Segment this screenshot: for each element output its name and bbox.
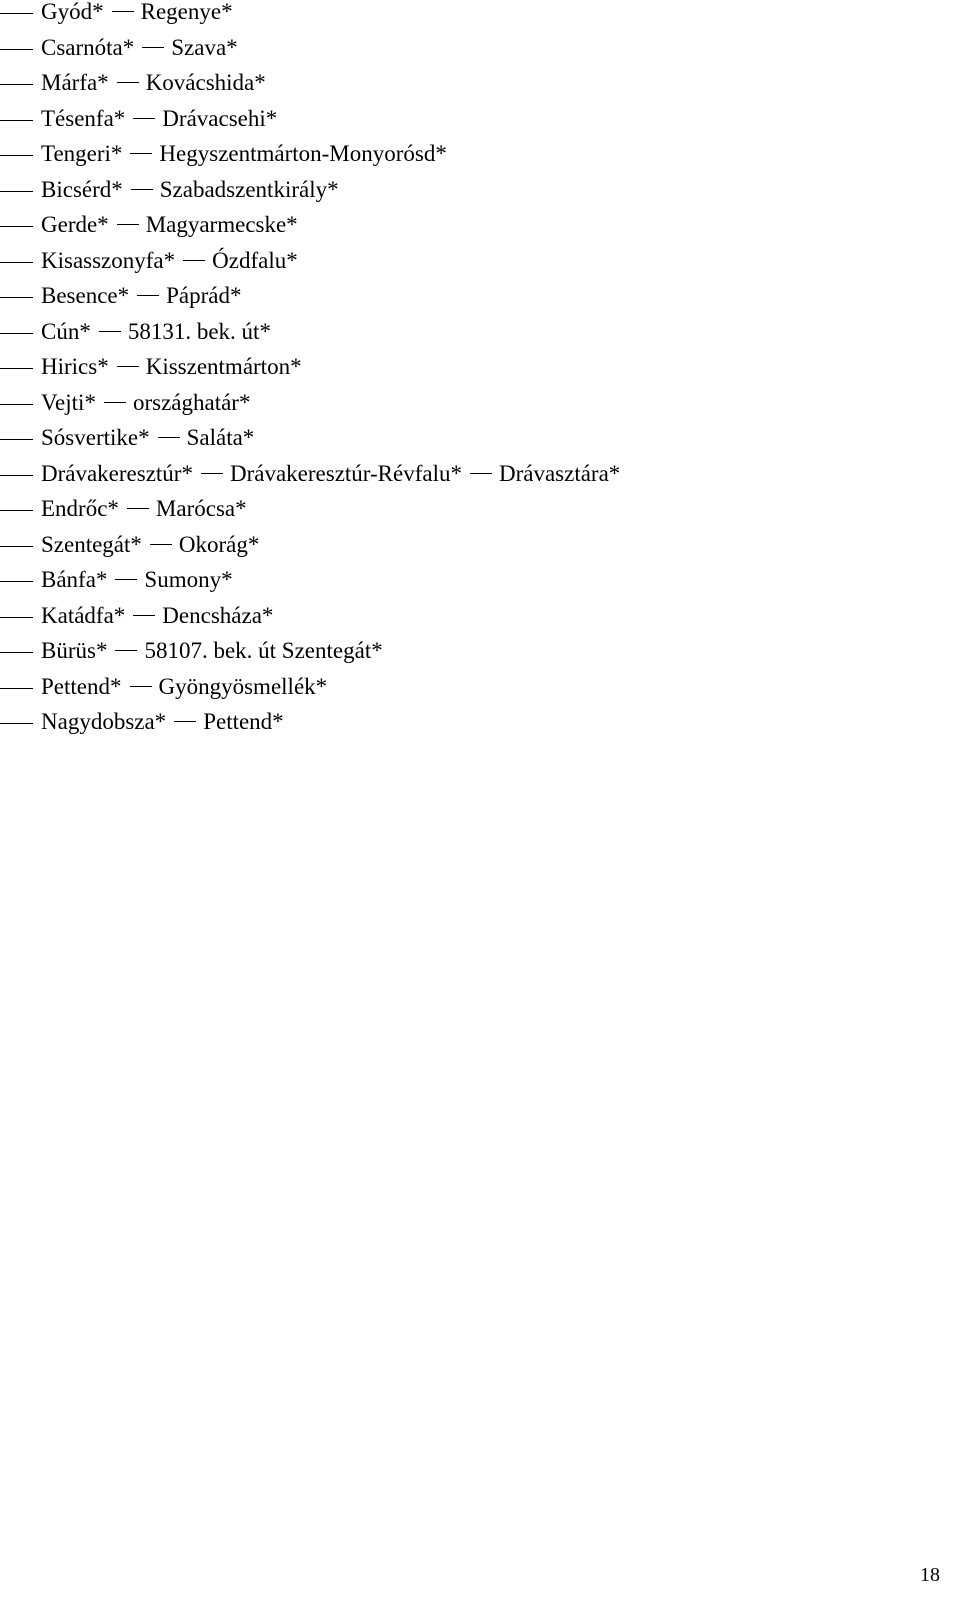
stop-separator-dash	[117, 224, 139, 225]
route-item	[0, 209, 940, 245]
stop-name: Pettend*	[203, 709, 284, 734]
stop-name: Okorág*	[178, 531, 260, 557]
stop-separator-dash	[174, 721, 196, 722]
route-stops	[41, 635, 383, 667]
leading-dash	[0, 546, 33, 547]
stop-name: Bürüs*	[41, 638, 108, 663]
stop-separator-dash	[150, 544, 172, 545]
stop-name: Drávasztára*	[498, 460, 621, 486]
route-stops	[41, 529, 259, 561]
route-item	[0, 245, 940, 281]
leading-dash	[0, 120, 33, 121]
stop-separator-dash	[131, 189, 153, 190]
route-item	[0, 493, 940, 529]
route-stops	[41, 351, 302, 383]
stop-separator-dash	[130, 153, 152, 154]
stop-name: Katádfa*	[41, 602, 126, 628]
route-item	[0, 316, 940, 352]
stop-separator-dash	[130, 686, 152, 687]
stop-name: Magyarmecske*	[145, 212, 298, 237]
stop-separator-dash	[127, 508, 149, 509]
leading-dash	[0, 368, 33, 369]
route-stops	[41, 493, 247, 525]
stop-name: Tengeri*	[41, 141, 123, 166]
route-stops	[41, 174, 339, 206]
stop-name: Sósvertike*	[41, 425, 150, 450]
stop-name: Kovácshida*	[145, 70, 266, 95]
stop-name: Szabadszentkirály*	[159, 176, 339, 202]
stop-name: Páprád*	[166, 283, 242, 308]
leading-dash	[0, 191, 33, 192]
stop-separator-dash	[201, 473, 223, 474]
route-stops	[41, 280, 242, 312]
route-stops	[41, 103, 277, 135]
stop-separator-dash	[99, 331, 121, 332]
route-item	[0, 351, 940, 387]
stop-name: Bicsérd*	[41, 176, 123, 202]
stop-separator-dash	[117, 366, 139, 367]
stop-separator-dash	[183, 260, 205, 261]
stop-name: Drávakeresztúr-Révfalu*	[229, 460, 462, 486]
stop-name: Kisasszonyfa*	[41, 247, 176, 273]
stop-name: Gyód*	[41, 0, 104, 24]
stop-name: Hegyszentmárton-Monyorósd*	[159, 141, 447, 166]
route-item	[0, 458, 940, 494]
stop-separator-dash	[470, 473, 492, 474]
stop-name: Csarnóta*	[41, 34, 135, 60]
leading-dash	[0, 688, 33, 689]
route-item	[0, 600, 940, 636]
route-item	[0, 387, 940, 423]
stop-separator-dash	[112, 11, 134, 12]
stop-name: országhatár*	[132, 389, 251, 415]
stop-name: Kisszentmárton*	[145, 354, 302, 379]
leading-dash	[0, 13, 33, 14]
route-stops	[41, 564, 233, 596]
stop-name: Ózdfalu*	[212, 247, 298, 273]
stop-name: Besence*	[41, 283, 130, 308]
stop-name: Bánfa*	[41, 567, 108, 592]
route-stops	[41, 422, 254, 454]
stop-name: Drávakeresztúr*	[41, 460, 193, 486]
route-item	[0, 706, 940, 742]
leading-dash	[0, 333, 33, 334]
leading-dash	[0, 475, 33, 476]
stop-name: Pettend*	[41, 673, 122, 699]
route-list	[0, 0, 940, 742]
leading-dash	[0, 439, 33, 440]
stop-name: Márfa*	[41, 70, 109, 95]
stop-separator-dash	[104, 402, 126, 403]
route-stops	[41, 209, 298, 241]
route-stops	[41, 387, 250, 419]
route-item	[0, 32, 940, 68]
stop-name: 58131. bek. út*	[127, 318, 271, 344]
route-item	[0, 635, 940, 671]
route-item	[0, 671, 940, 707]
stop-name: Gyöngyösmellék*	[158, 673, 328, 699]
route-stops	[41, 0, 233, 28]
route-stops	[41, 316, 271, 348]
route-stops	[41, 32, 238, 64]
stop-name: Gerde*	[41, 212, 109, 237]
leading-dash	[0, 652, 33, 653]
leading-dash	[0, 404, 33, 405]
page-number: 18	[920, 1564, 940, 1586]
stop-separator-dash	[117, 82, 139, 83]
stop-name: Nagydobsza*	[41, 709, 167, 734]
route-stops	[41, 138, 447, 170]
leading-dash	[0, 226, 33, 227]
route-item	[0, 103, 940, 139]
leading-dash	[0, 155, 33, 156]
leading-dash	[0, 262, 33, 263]
route-item	[0, 138, 940, 174]
stop-name: Cún*	[41, 318, 91, 344]
route-item	[0, 67, 940, 103]
stop-name: Sumony*	[144, 567, 233, 592]
stop-name: Szava*	[171, 34, 238, 60]
leading-dash	[0, 510, 33, 511]
stop-name: Endrőc*	[41, 496, 119, 521]
route-stops	[41, 671, 327, 703]
stop-name: Vejti*	[41, 389, 96, 415]
stop-name: Dencsháza*	[162, 602, 274, 628]
stop-separator-dash	[115, 579, 137, 580]
stop-name: 58107. bek. út Szentegát*	[144, 638, 383, 663]
route-item	[0, 0, 940, 32]
stop-name: Regenye*	[140, 0, 233, 24]
route-stops	[41, 67, 266, 99]
stop-name: Tésenfa*	[41, 105, 126, 131]
stop-separator-dash	[142, 47, 164, 48]
stop-separator-dash	[137, 295, 159, 296]
route-item	[0, 529, 940, 565]
stop-name: Saláta*	[186, 425, 255, 450]
leading-dash	[0, 84, 33, 85]
leading-dash	[0, 581, 33, 582]
stop-separator-dash	[158, 437, 180, 438]
stop-name: Hirics*	[41, 354, 109, 379]
stop-name: Szentegát*	[41, 531, 142, 557]
route-item	[0, 174, 940, 210]
stop-name: Drávacsehi*	[162, 105, 278, 131]
stop-name: Marócsa*	[155, 496, 247, 521]
stop-separator-dash	[115, 650, 137, 651]
leading-dash	[0, 617, 33, 618]
leading-dash	[0, 297, 33, 298]
route-item	[0, 280, 940, 316]
route-stops	[41, 458, 620, 490]
route-item	[0, 564, 940, 600]
route-stops	[41, 706, 284, 738]
route-stops	[41, 600, 273, 632]
leading-dash	[0, 49, 33, 50]
stop-separator-dash	[133, 118, 155, 119]
route-stops	[41, 245, 298, 277]
stop-separator-dash	[133, 615, 155, 616]
leading-dash	[0, 723, 33, 724]
route-item	[0, 422, 940, 458]
